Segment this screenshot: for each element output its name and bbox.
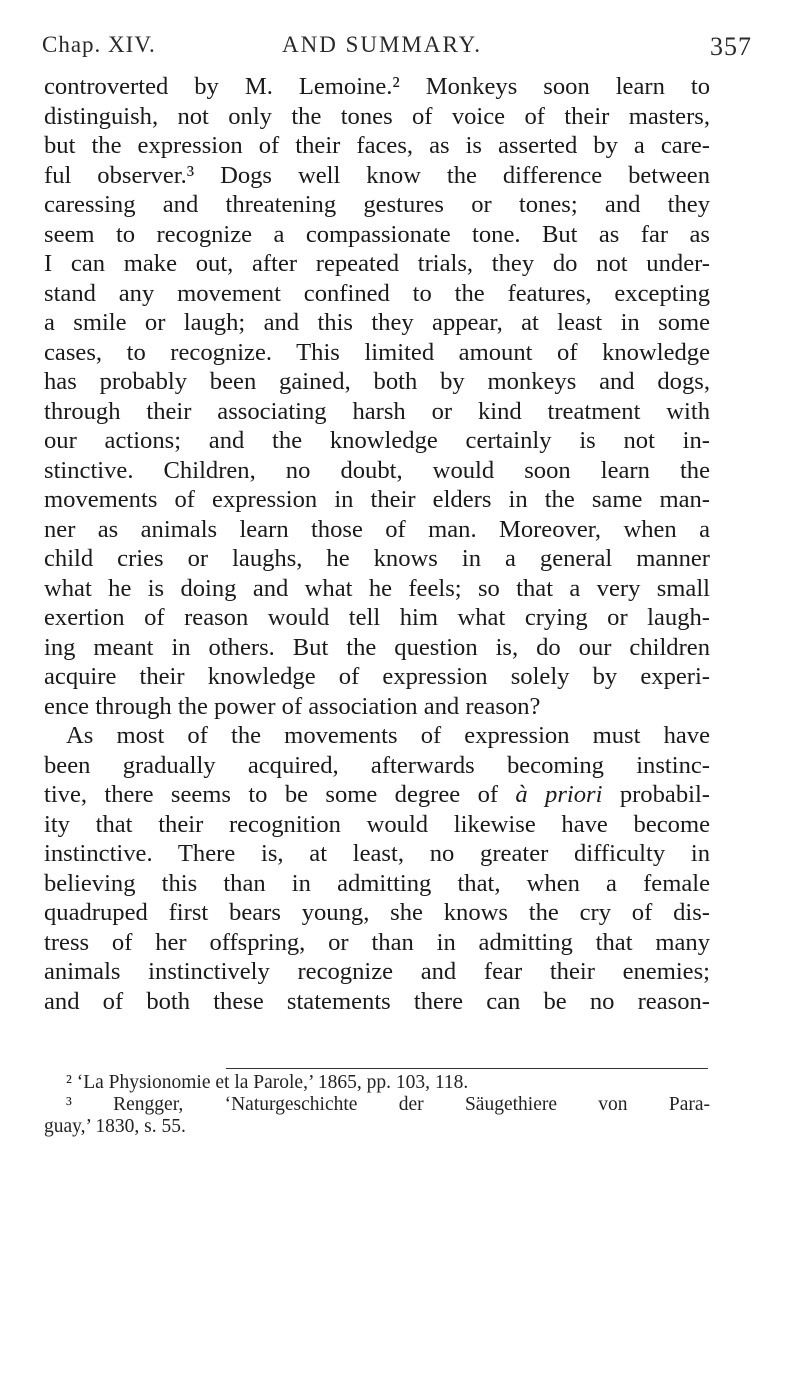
footnotes bbox=[44, 1072, 710, 1138]
text-line: child cries or laughs, he knows in a general manner bbox=[44, 545, 710, 572]
text-line: ner as animals learn those of man. Moreover, when a bbox=[44, 515, 710, 543]
text-line: ence through the power of association and reason? bbox=[44, 692, 541, 720]
text-line: distinguish, not only the tones of voice of their masters, bbox=[44, 102, 710, 130]
text-line: seem to recognize a compassionate tone. But as far as bbox=[44, 220, 710, 248]
text-line: caressing and threatening gestures or tones; and they bbox=[44, 191, 710, 218]
chapter-label: Chap. XIV. bbox=[42, 32, 156, 57]
text-line: tress of her offspring, or than in admitting that many bbox=[44, 928, 710, 956]
text-line: has probably been gained, both by monkeys and dogs, bbox=[44, 368, 710, 395]
text-line: but the expression of their faces, as is asserted by a care- bbox=[44, 132, 710, 159]
text-line: what he is doing and what he feels; so that a very small bbox=[44, 574, 710, 602]
body-text bbox=[44, 72, 710, 1016]
text-line: animals instinctively recognize and fear their enemies; bbox=[44, 958, 710, 985]
text-line: quadruped first bears young, she knows the cry of dis- bbox=[44, 899, 710, 926]
footnote: guay,’ 1830, s. 55. bbox=[44, 1116, 186, 1137]
page-number: 357 bbox=[710, 32, 752, 61]
text-line: tive, there seems to be some degree of à priori probabil- bbox=[44, 781, 710, 808]
running-header bbox=[42, 32, 752, 68]
text-line: stinctive. Children, no doubt, would soon learn the bbox=[44, 456, 710, 484]
text-line: our actions; and the knowledge certainly is not in- bbox=[44, 427, 710, 454]
text-line: movements of expression in their elders in the same man- bbox=[44, 486, 710, 513]
footnote: ² ‘La Physionomie et la Parole,’ 1865, pp. 103, 118. bbox=[66, 1072, 469, 1093]
text-line: acquire their knowledge of expression solely by experi- bbox=[44, 663, 710, 690]
footnote: ³ Rengger, ‘Naturgeschichte der Säugethiere von Para- bbox=[66, 1094, 710, 1115]
text-line: a smile or laugh; and this they appear, at least in some bbox=[44, 309, 710, 336]
text-line: cases, to recognize. This limited amount of knowledge bbox=[44, 338, 710, 366]
text-line: through their associating harsh or kind treatment with bbox=[44, 397, 710, 425]
text-line: controverted by M. Lemoine.² Monkeys soon learn to bbox=[44, 73, 710, 100]
text-line: been gradually acquired, afterwards becoming instinc- bbox=[44, 751, 710, 779]
footnote-divider bbox=[226, 1068, 708, 1069]
text-line: I can make out, after repeated trials, they do not under- bbox=[44, 250, 710, 277]
running-title: AND SUMMARY. bbox=[282, 32, 482, 57]
text-line: ity that their recognition would likewise have become bbox=[44, 810, 710, 838]
text-line: ing meant in others. But the question is, do our children bbox=[44, 633, 710, 661]
text-line: believing this than in admitting that, when a female bbox=[44, 869, 710, 897]
text-line: As most of the movements of expression must have bbox=[66, 722, 710, 749]
text-line: stand any movement confined to the features, excepting bbox=[44, 279, 710, 307]
text-line: ful observer.³ Dogs well know the difference between bbox=[44, 161, 710, 189]
text-line: and of both these statements there can be no reason- bbox=[44, 987, 710, 1015]
text-line: exertion of reason would tell him what crying or laugh- bbox=[44, 604, 710, 631]
text-line: instinctive. There is, at least, no greater difficulty in bbox=[44, 840, 710, 867]
